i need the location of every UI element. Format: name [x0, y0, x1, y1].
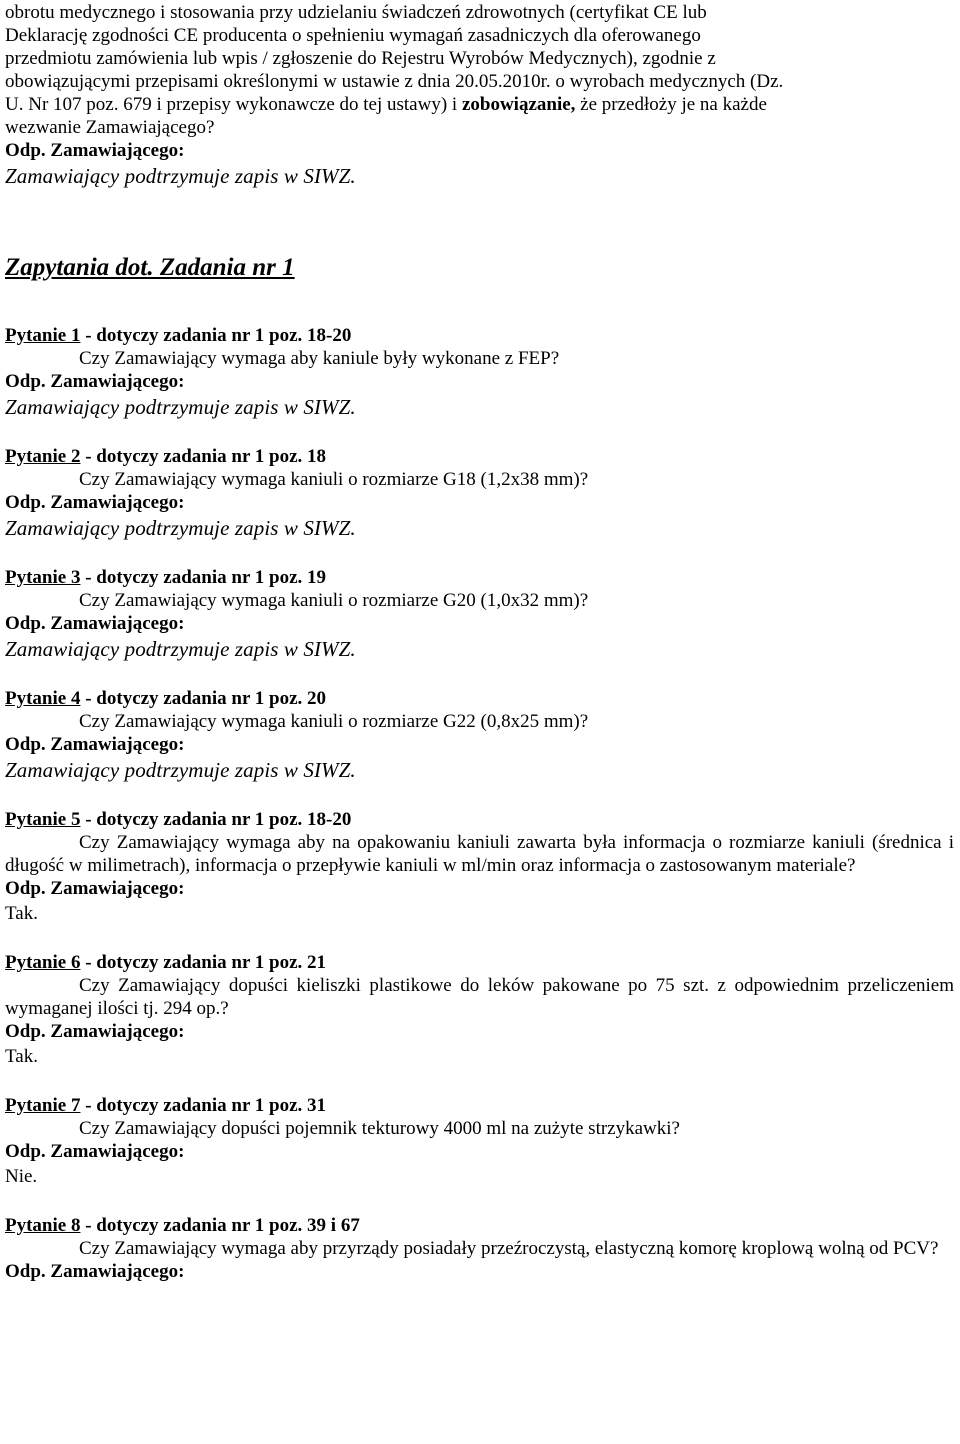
answer-label: Odp. Zamawiającego: — [5, 734, 185, 755]
question-heading — [5, 1214, 954, 1237]
question-reference: - dotyczy zadania nr 1 poz. 31 — [80, 1095, 327, 1116]
answer-label: Odp. Zamawiającego: — [5, 1141, 185, 1162]
question-heading — [5, 1094, 954, 1117]
intro-line — [5, 93, 954, 116]
question-reference: - dotyczy zadania nr 1 poz. 18-20 — [80, 325, 352, 346]
question-text: Czy Zamawiający wymaga kaniuli o rozmiarze G22 (0,8x25 mm)? — [79, 711, 589, 732]
question-text: Czy Zamawiający wymaga kaniuli o rozmiarze G20 (1,0x32 mm)? — [79, 590, 589, 611]
question-heading — [5, 324, 954, 347]
intro-bold-obligation: zobowiązanie, — [461, 94, 576, 115]
answer-text: Nie. — [5, 1166, 38, 1187]
question-text: Czy Zamawiający dopuści pojemnik tekturowy 4000 ml na zużyte strzykawki? — [79, 1118, 680, 1139]
question-reference: - dotyczy zadania nr 1 poz. 18-20 — [80, 809, 352, 830]
question-number: Pytanie 7 — [5, 1095, 81, 1116]
answer-text: Zamawiający podtrzymuje zapis w SIWZ. — [5, 637, 356, 661]
intro-paragraph — [5, 0, 954, 190]
answer-label: Odp. Zamawiającego: — [5, 492, 185, 513]
intro-line: wezwanie Zamawiającego? — [5, 117, 215, 138]
intro-line: obrotu medycznego i stosowania przy udzielaniu świadczeń zdrowotnych (certyfikat CE lub — [5, 2, 707, 23]
question-number: Pytanie 5 — [5, 809, 81, 830]
question-number: Pytanie 8 — [5, 1215, 81, 1236]
answer-text: Zamawiający podtrzymuje zapis w SIWZ. — [5, 516, 356, 540]
question-heading — [5, 566, 954, 589]
answer-text: Zamawiający podtrzymuje zapis w SIWZ. — [5, 164, 356, 188]
question-block — [5, 1094, 954, 1190]
question-block — [5, 1214, 954, 1283]
intro-line: przedmiotu zamówienia lub wpis / zgłoszenie do Rejestru Wyrobów Medycznych), zgodnie z — [5, 48, 716, 69]
question-reference: - dotyczy zadania nr 1 poz. 18 — [80, 446, 327, 467]
intro-line: obowiązującymi przepisami określonymi w ustawie z dnia 20.05.2010r. o wyrobach medycznych (Dz. — [5, 71, 784, 92]
question-number: Pytanie 2 — [5, 446, 81, 467]
question-reference: - dotyczy zadania nr 1 poz. 21 — [80, 952, 327, 973]
question-block — [5, 687, 954, 784]
section-title: Zapytania dot. Zadania nr 1 — [5, 254, 295, 281]
intro-line-text: U. Nr 107 poz. 679 i przepisy wykonawcze do tej ustawy) i — [5, 94, 462, 115]
question-text: Czy Zamawiający wymaga aby na opakowaniu kaniuli zawarta była informacja o rozmiarze kaniuli (średnica i długość w milimetrach), informacja o przepływie kaniuli w ml/min oraz informacja o zastosowanym materiale? — [5, 832, 954, 876]
answer-text: Tak. — [5, 903, 38, 924]
question-number: Pytanie 4 — [5, 688, 81, 709]
answer-label: Odp. Zamawiającego: — [5, 1261, 185, 1282]
questions-list — [5, 324, 954, 1283]
question-block — [5, 808, 954, 927]
answer-label: Odp. Zamawiającego: — [5, 371, 185, 392]
question-text: Czy Zamawiający wymaga aby kaniule były wykonane z FEP? — [79, 348, 560, 369]
answer-label: Odp. Zamawiającego: — [5, 140, 185, 161]
intro-line-text: że przedłoży je na każde — [575, 94, 767, 115]
question-number: Pytanie 3 — [5, 567, 81, 588]
answer-text: Tak. — [5, 1046, 38, 1067]
question-block — [5, 445, 954, 542]
question-block — [5, 951, 954, 1070]
answer-text: Zamawiający podtrzymuje zapis w SIWZ. — [5, 758, 356, 782]
answer-label: Odp. Zamawiającego: — [5, 1021, 185, 1042]
answer-label: Odp. Zamawiającego: — [5, 613, 185, 634]
question-text: Czy Zamawiający wymaga aby przyrządy posiadały przeźroczystą, elastyczną komorę kroplową wolną od PCV? — [79, 1238, 939, 1259]
question-heading — [5, 808, 954, 831]
question-text: Czy Zamawiający wymaga kaniuli o rozmiarze G18 (1,2x38 mm)? — [79, 469, 589, 490]
answer-text: Zamawiający podtrzymuje zapis w SIWZ. — [5, 395, 356, 419]
question-reference: - dotyczy zadania nr 1 poz. 20 — [80, 688, 327, 709]
question-number: Pytanie 6 — [5, 952, 81, 973]
question-reference: - dotyczy zadania nr 1 poz. 39 i 67 — [80, 1215, 360, 1236]
question-heading — [5, 687, 954, 710]
question-number: Pytanie 1 — [5, 325, 81, 346]
question-block — [5, 566, 954, 663]
question-block — [5, 324, 954, 421]
answer-label: Odp. Zamawiającego: — [5, 878, 185, 899]
question-reference: - dotyczy zadania nr 1 poz. 19 — [80, 567, 327, 588]
intro-line: Deklarację zgodności CE producenta o spełnieniu wymagań zasadniczych dla oferowanego — [5, 25, 701, 46]
question-heading — [5, 951, 954, 974]
question-heading — [5, 445, 954, 468]
question-text: Czy Zamawiający dopuści kieliszki plastikowe do leków pakowane po 75 szt. z odpowiednim przeliczeniem wymaganej ilości tj. 294 op.? — [5, 975, 954, 1019]
